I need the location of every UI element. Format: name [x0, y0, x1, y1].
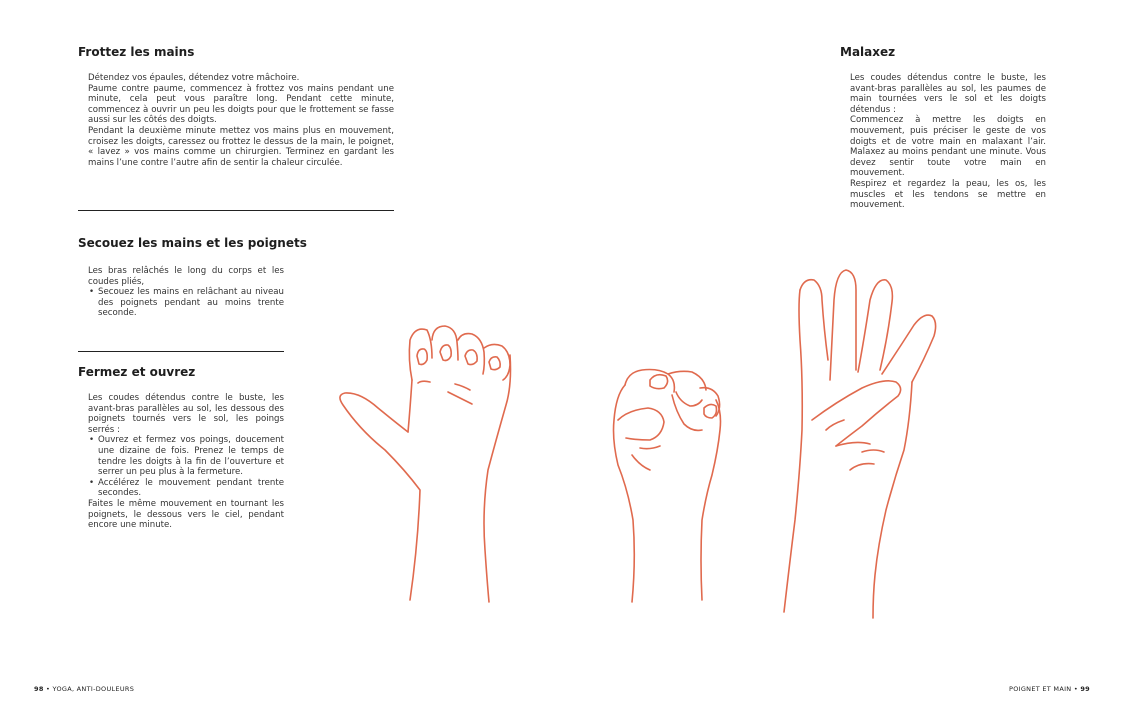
paragraph: Respirez et regardez la peau, les os, les muscles et les tendons se mettre en mouvement.: [850, 178, 1046, 211]
section-title-secouez: Secouez les mains et les poignets: [78, 236, 307, 250]
fist-icon: [614, 370, 721, 603]
list-item: • Accélérez le mouvement pendant trente secondes.: [88, 478, 284, 499]
open-hand-icon: [784, 270, 936, 618]
footer-separator: •: [1071, 685, 1081, 693]
paragraph: Les coudes détendus contre le buste, les avant-bras parallèles au sol, les paumes de main tournées vers le sol et les doigts détendus :: [850, 73, 1046, 115]
page-number: 98: [34, 685, 44, 693]
list-item: • Secouez les mains en relâchant au niveau des poignets pendant au moins trente seconde.: [88, 287, 284, 319]
footer-separator: •: [43, 685, 53, 693]
hand-claw-icon: [340, 326, 511, 602]
paragraph: Les coudes détendus contre le buste, les avant-bras parallèles au sol, les dessous des poignets tournés vers le sol, les poings serrés :: [88, 393, 284, 435]
paragraph: Faites le même mouvement en tournant les poignets, le dessous vers le ciel, pendant encore une minute.: [88, 498, 284, 531]
paragraph: Commencez à mettre les doigts en mouvement, puis préciser le geste de vos doigts et de votre main en malaxant l’air. Malaxez au moins pendant une minute. Vous devez sentir toute votre main en mouvement.: [850, 115, 1046, 179]
paragraph: Détendez vos épaules, détendez votre mâchoire.: [88, 73, 300, 83]
paragraph: Paume contre paume, commencez à frottez vos mains pendant une minute, cela peut vous paraître long. Pendant cette minute, commencez à ouvrir un peu les doigts pour que le frottement se fasse aussi sur les côtés des doigts.: [88, 83, 394, 126]
section-title-malaxez: Malaxez: [840, 45, 896, 59]
page-number: 99: [1080, 685, 1090, 693]
section-title-fermez: Fermez et ouvrez: [78, 365, 196, 379]
paragraph: Les bras relâchés le long du corps et les coudes pliés,: [88, 266, 284, 287]
running-title: POIGNET ET MAIN: [1008, 685, 1072, 693]
running-title: YOGA, ANTI-DOULEURS: [52, 685, 135, 693]
list-item: • Ouvrez et fermez vos poings, doucement une dizaine de fois. Prenez le temps de tendre les doigts à la fin de l’ouverture et serrer un peu plus à la fermeture.: [88, 435, 284, 477]
section-title-frottez: Frottez les mains: [78, 45, 195, 59]
paragraph: Pendant la deuxième minute mettez vos mains plus en mouvement, croisez les doigts, caressez ou frottez le dessus de la main, le poignet, « lavez » vos mains comme un chirurgien. Terminez en gardant les mains l’une contre l’autre afin de sentir la chaleur circulée.: [88, 125, 394, 168]
